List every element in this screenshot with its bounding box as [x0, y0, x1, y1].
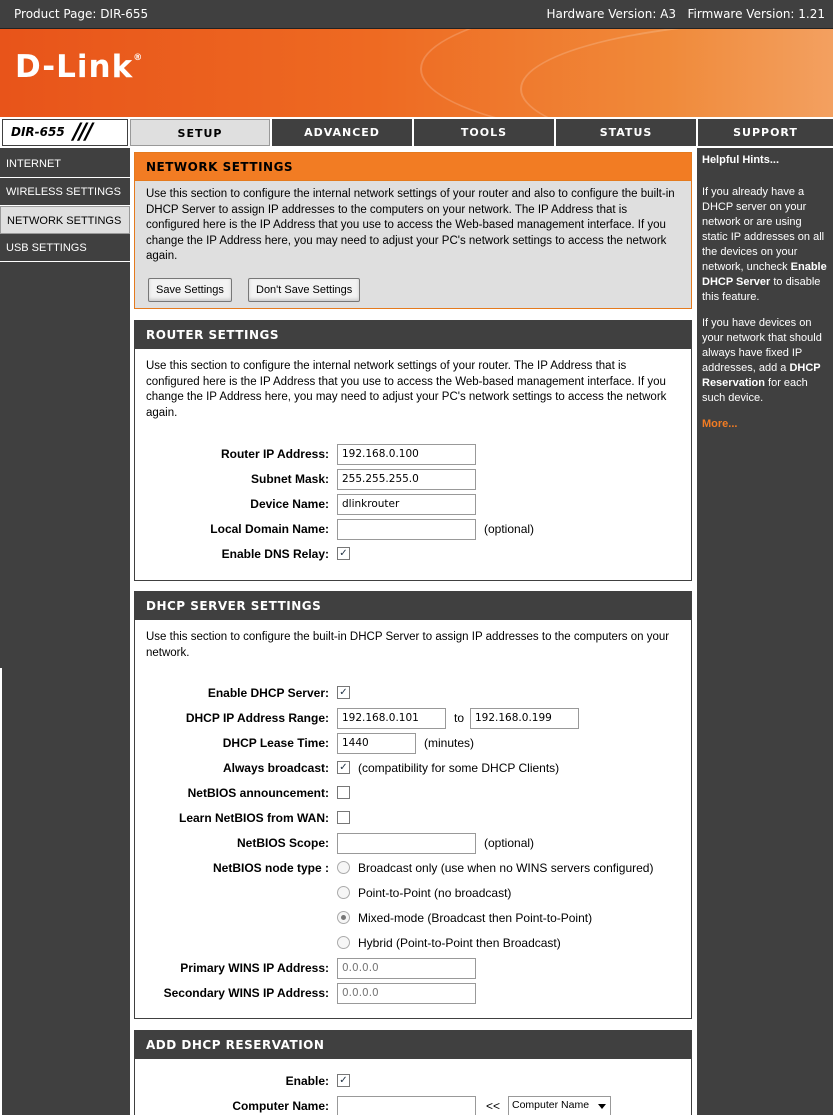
node-hybrid-row: [135, 933, 691, 955]
save-settings-button[interactable]: Save Settings: [148, 278, 232, 302]
model-badge: [2, 119, 128, 146]
netbios-scope-optional: (optional): [484, 836, 535, 850]
netbios-scope-row: [135, 833, 691, 855]
dhcp-range-row: [135, 708, 691, 730]
reservation-enable-checkbox[interactable]: ✓: [337, 1074, 350, 1087]
dns-relay-row: [135, 544, 691, 566]
hardware-version: Hardware Version: A3: [546, 7, 677, 21]
always-broadcast-note: (compatibility for some DHCP Clients): [358, 761, 560, 775]
dhcp-server-title: DHCP SERVER SETTINGS: [135, 592, 691, 620]
dns-relay-label: Enable DNS Relay:: [221, 547, 329, 561]
sidebar-item-wireless-settings[interactable]: WIRELESS SETTINGS: [0, 178, 130, 206]
secondary-wins-input[interactable]: 0.0.0.0: [337, 983, 476, 1004]
sidebar-item-network-settings[interactable]: NETWORK SETTINGS: [0, 206, 130, 234]
dns-relay-checkbox[interactable]: ✓: [337, 547, 350, 560]
dhcp-server-description: Use this section to configure the built-in DHCP Server to assign IP addresses to the computers on your network.: [146, 631, 670, 659]
router-settings-panel: [134, 320, 692, 581]
main-content: [130, 148, 697, 1115]
local-domain-row: [135, 519, 691, 541]
netbios-scope-input[interactable]: [337, 833, 476, 854]
dhcp-range-label: DHCP IP Address Range:: [185, 711, 329, 725]
reservation-enable-label: Enable:: [285, 1074, 329, 1088]
reservation-enable-row: [135, 1071, 691, 1093]
dlink-logo: D-Link®: [15, 49, 144, 85]
local-domain-label: Local Domain Name:: [210, 522, 329, 536]
netbios-announcement-row: [135, 783, 691, 805]
node-p2p-row: [135, 883, 691, 905]
secondary-wins-label: Secondary WINS IP Address:: [163, 986, 329, 1000]
learn-netbios-checkbox[interactable]: [337, 811, 350, 824]
learn-netbios-row: [135, 808, 691, 830]
left-sidebar: [0, 148, 130, 1115]
top-info-bar: [0, 0, 833, 29]
helpful-hints-title: Helpful Hints...: [702, 154, 779, 166]
router-ip-label: Router IP Address:: [220, 447, 329, 461]
netbios-announcement-label: NetBIOS announcement:: [187, 786, 329, 800]
chevron-down-icon: [598, 1104, 606, 1109]
always-broadcast-label: Always broadcast:: [222, 761, 329, 775]
secondary-wins-row: [135, 983, 691, 1005]
product-page-label: Product Page: DIR-655: [14, 7, 149, 21]
dhcp-range-to-input[interactable]: 192.168.0.199: [470, 708, 579, 729]
subnet-mask-label: Subnet Mask:: [250, 472, 329, 486]
computer-name-row: [135, 1096, 691, 1115]
tab-status[interactable]: STATUS: [556, 119, 696, 146]
dhcp-reservation-title: ADD DHCP RESERVATION: [135, 1031, 691, 1059]
dont-save-settings-button[interactable]: Don't Save Settings: [248, 278, 360, 302]
node-mixed-label: Mixed-mode (Broadcast then Point-to-Point): [358, 911, 593, 925]
lease-time-input[interactable]: 1440: [337, 733, 416, 754]
nav-row: [0, 117, 833, 148]
netbios-scope-label: NetBIOS Scope:: [236, 836, 329, 850]
slash-decoration: ///: [73, 120, 92, 145]
hint-dhcp-reservation: If you have devices on your network that should always have fixed IP addresses, add a DHCP Reservation for each such device.: [702, 317, 822, 404]
local-domain-optional: (optional): [484, 522, 535, 536]
lease-time-label: DHCP Lease Time:: [222, 736, 329, 750]
router-settings-title: ROUTER SETTINGS: [135, 321, 691, 349]
computer-name-label: Computer Name:: [232, 1099, 329, 1113]
tab-advanced[interactable]: ADVANCED: [272, 119, 412, 146]
node-mixed-row: [135, 908, 691, 930]
computer-name-select[interactable]: [508, 1096, 611, 1115]
router-settings-description: Use this section to configure the internal network settings of your router. The IP Address that is configured here is the IP Address that you use to access the Web-based management interface. If you change the IP Address here, you may need to adjust your PC's network settings to access the network again.: [146, 360, 667, 419]
hint-dhcp-server: If you already have a DHCP server on your network or are using static IP addresses on all the devices on your network, uncheck Enable DHCP Server to disable this feature.: [702, 186, 827, 303]
helpful-hints-panel: [697, 148, 833, 1115]
enable-dhcp-row: [135, 683, 691, 705]
computer-name-input[interactable]: [337, 1096, 476, 1115]
network-settings-description: Use this section to configure the internal network settings of your router and also to configure the built-in DHCP Server to assign IP addresses to the computers on your network. The IP Address that is configured here is the IP Address that you use to access the Web-based management interface. If you change the IP Address here, you may need to adjust your PC's network settings to access the network again.: [146, 188, 675, 262]
router-ip-input[interactable]: 192.168.0.100: [337, 444, 476, 465]
firmware-version: Firmware Version: 1.21: [687, 7, 825, 21]
lease-time-unit: (minutes): [424, 736, 475, 750]
subnet-mask-input[interactable]: 255.255.255.0: [337, 469, 476, 490]
node-broadcast-radio[interactable]: [337, 861, 350, 874]
enable-dhcp-checkbox[interactable]: ✓: [337, 686, 350, 699]
subnet-mask-row: [135, 469, 691, 491]
dhcp-range-from-input[interactable]: 192.168.0.101: [337, 708, 446, 729]
tab-setup[interactable]: SETUP: [130, 119, 270, 146]
sidebar-item-internet[interactable]: INTERNET: [0, 150, 130, 178]
node-mixed-radio[interactable]: [337, 911, 350, 924]
router-ip-row: [135, 444, 691, 466]
network-settings-panel: [134, 152, 692, 309]
learn-netbios-label: Learn NetBIOS from WAN:: [178, 811, 329, 825]
lease-time-row: [135, 733, 691, 755]
node-p2p-label: Point-to-Point (no broadcast): [358, 886, 512, 900]
netbios-announcement-checkbox[interactable]: [337, 786, 350, 799]
device-name-input[interactable]: dlinkrouter: [337, 494, 476, 515]
netbios-node-row: [135, 858, 691, 880]
model-name: DIR-655: [11, 125, 65, 139]
local-domain-input[interactable]: [337, 519, 476, 540]
more-link[interactable]: More...: [702, 418, 738, 430]
node-hybrid-label: Hybrid (Point-to-Point then Broadcast): [358, 936, 561, 950]
primary-wins-label: Primary WINS IP Address:: [180, 961, 329, 975]
copy-arrows: <<: [486, 1099, 501, 1113]
sidebar-edge: [0, 668, 2, 1115]
node-hybrid-radio[interactable]: [337, 936, 350, 949]
computer-name-select-value: Computer Name: [512, 1099, 590, 1111]
tab-tools[interactable]: TOOLS: [414, 119, 554, 146]
network-settings-title: NETWORK SETTINGS: [135, 153, 691, 181]
dhcp-range-to-label: to: [454, 711, 465, 725]
version-info: [546, 7, 825, 21]
device-name-row: [135, 494, 691, 516]
primary-wins-input[interactable]: 0.0.0.0: [337, 958, 476, 979]
dhcp-server-panel: [134, 591, 692, 1019]
device-name-label: Device Name:: [250, 497, 329, 511]
primary-wins-row: [135, 958, 691, 980]
netbios-node-label: NetBIOS node type :: [212, 861, 329, 875]
dhcp-reservation-panel: [134, 1030, 692, 1115]
sidebar-item-usb-settings[interactable]: USB SETTINGS: [0, 234, 130, 262]
node-p2p-radio[interactable]: [337, 886, 350, 899]
always-broadcast-checkbox[interactable]: ✓: [337, 761, 350, 774]
brand-banner: [0, 29, 833, 117]
enable-dhcp-label: Enable DHCP Server:: [207, 686, 329, 700]
node-broadcast-label: Broadcast only (use when no WINS servers configured): [358, 861, 654, 875]
always-broadcast-row: [135, 758, 691, 780]
tab-support[interactable]: SUPPORT: [698, 119, 833, 146]
